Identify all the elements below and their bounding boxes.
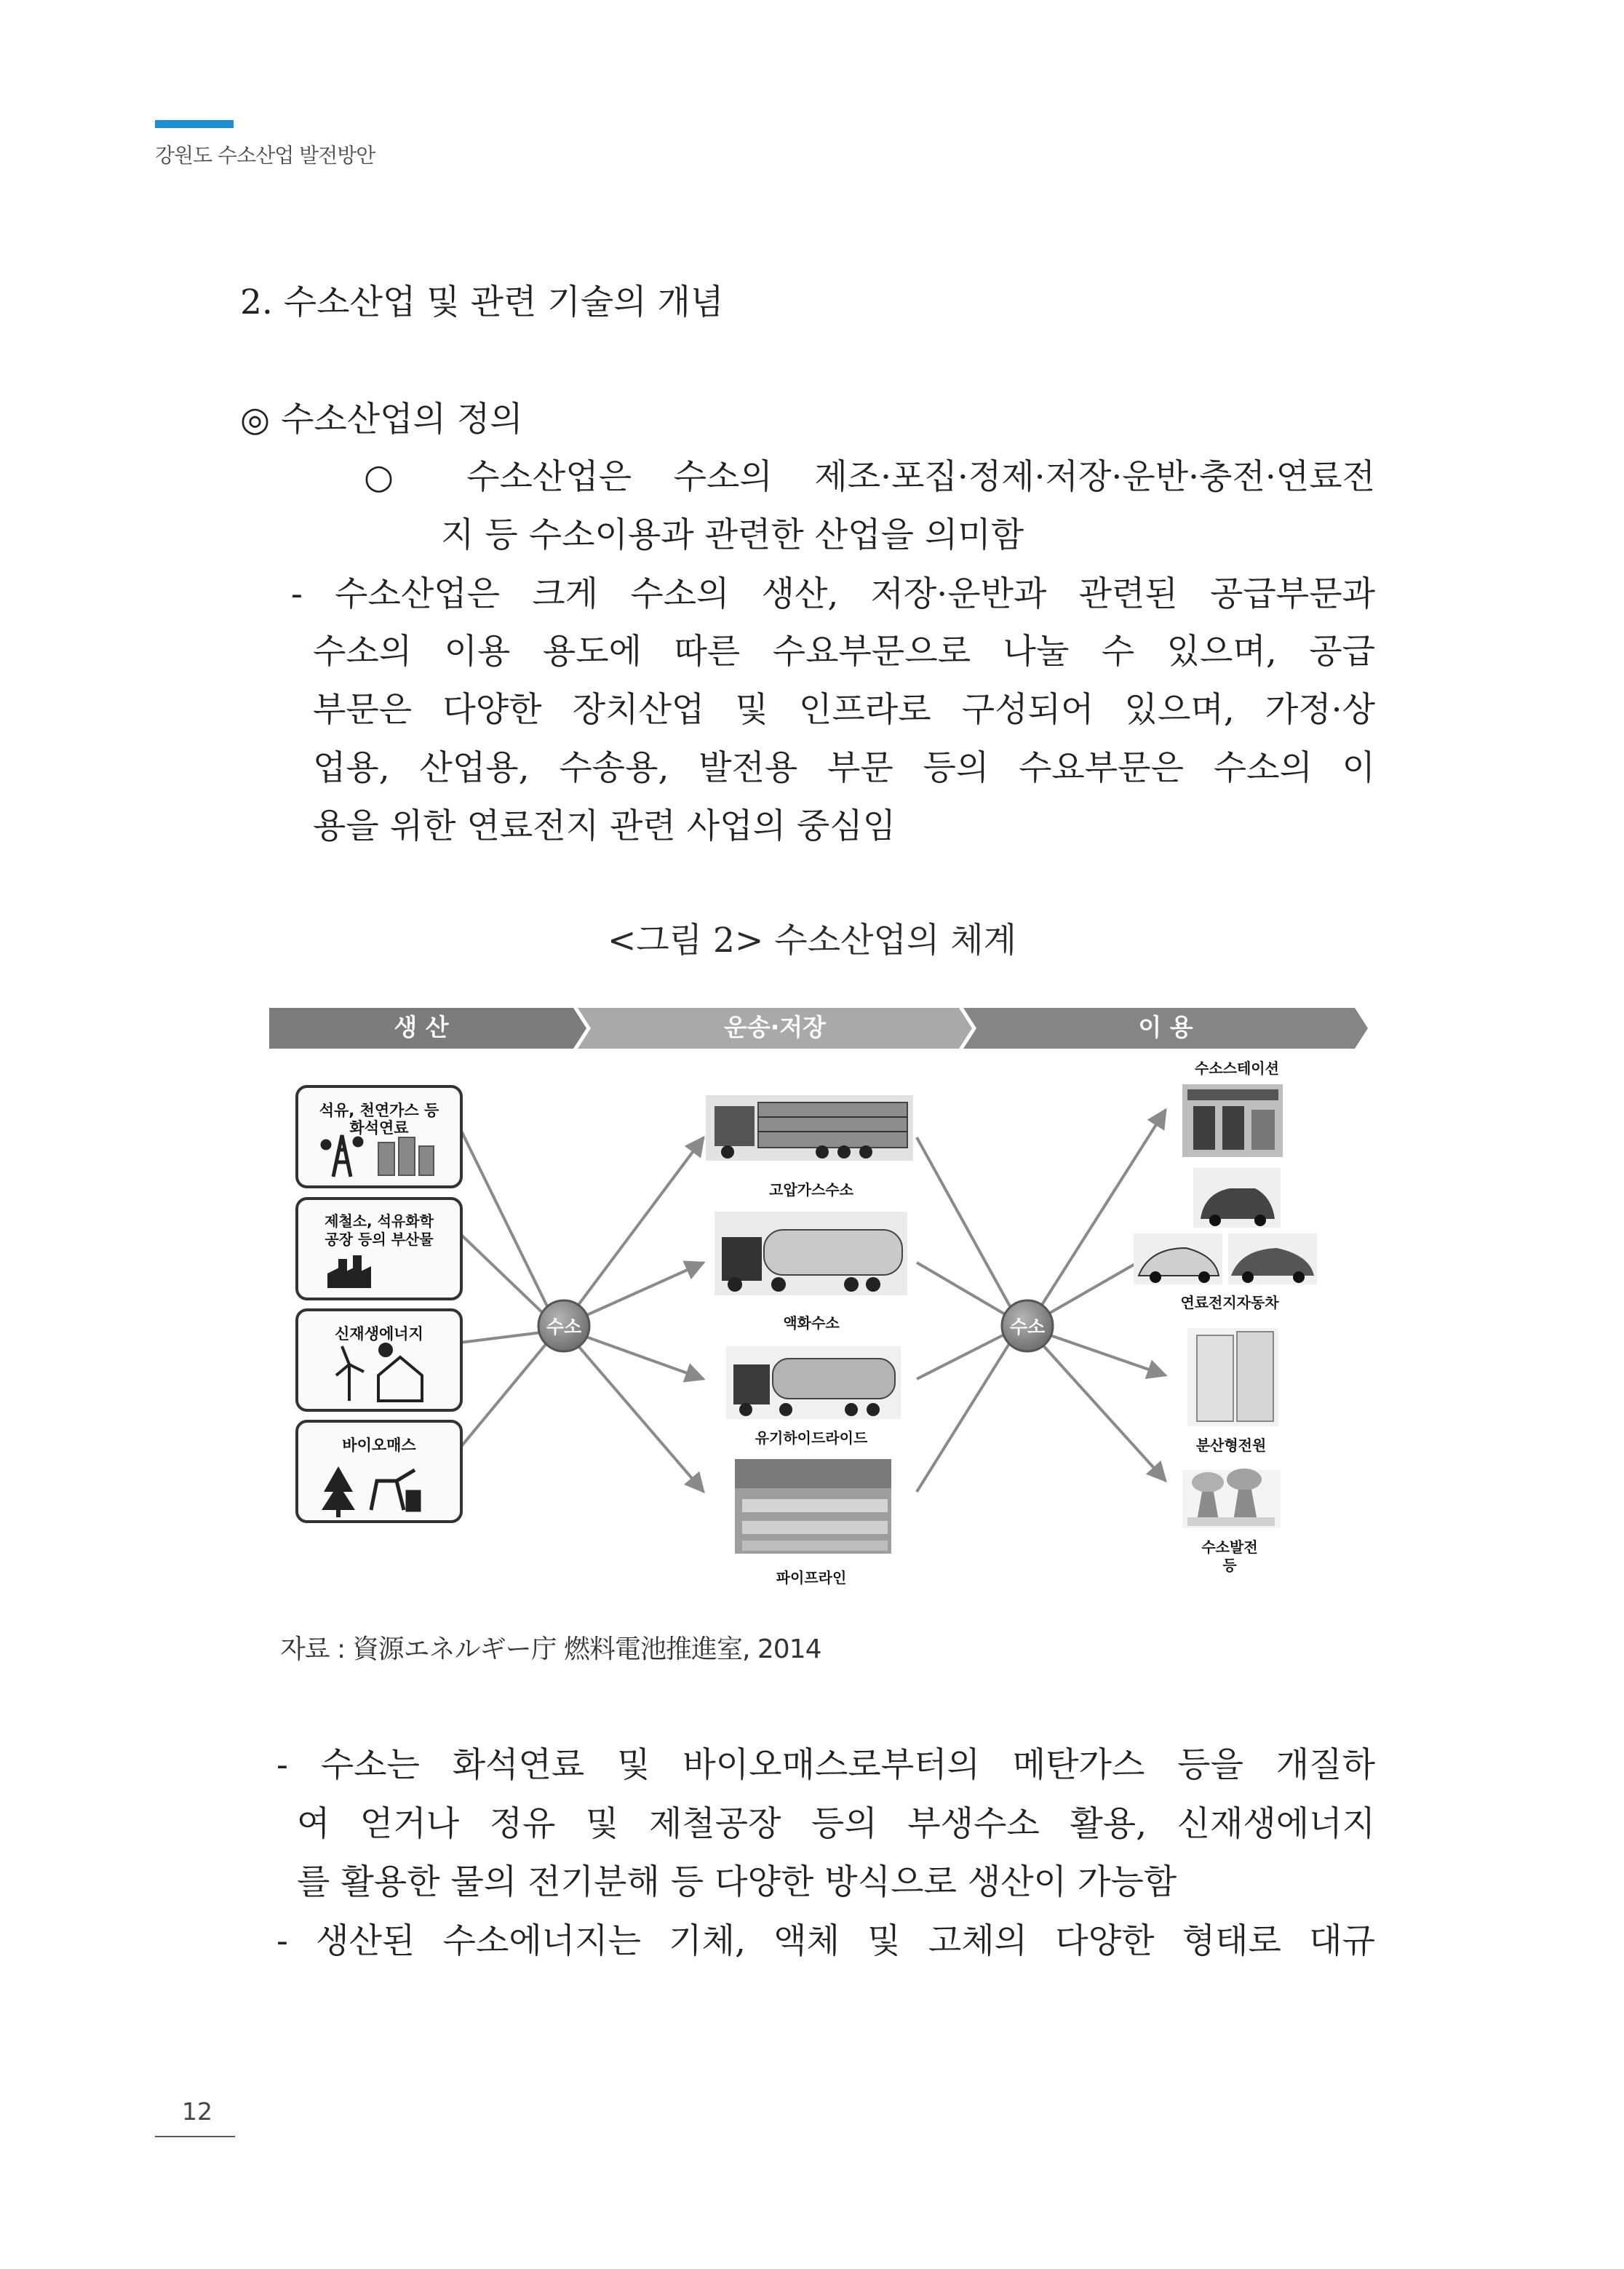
hydrogen-hub-left	[538, 1300, 589, 1351]
paragraph2-line-2: 여 얻거나 정유 및 제철공장 등의 부생수소 활용, 신재생에너지	[297, 1804, 1375, 1844]
source-box-fossil	[297, 1086, 461, 1187]
section-title: 2. 수소산업 및 관련 기술의 개념	[240, 282, 724, 322]
transport-label-compressed: 고압가스수소	[769, 1181, 853, 1199]
dash-paragraph-line-3: 부문은 다양한 장치산업 및 인프라로 구성되어 있으며, 가정·상	[313, 690, 1375, 730]
stage-label-use: 이 용	[1138, 1013, 1193, 1041]
transport-label-pipeline: 파이프라인	[776, 1569, 847, 1586]
dash-paragraph-line-2: 수소의 이용 용도에 따른 수요부문으로 나눌 수 있으며, 공급	[313, 632, 1375, 672]
arrow	[460, 1128, 547, 1306]
arrow	[578, 1137, 704, 1305]
source-label-fossil: 석유, 천연가스 등 화석연료	[319, 1102, 439, 1137]
arrow	[917, 1263, 1010, 1317]
paragraph2-line-4: - 생산된 수소에너지는 기체, 액체 및 고체의 다양한 형태로 대규	[276, 1921, 1375, 1961]
definition-bullet-line-2: 지 등 수소이용과 관련한 산업을 의미함	[441, 515, 1024, 555]
paragraph2-line-3: 를 활용한 물의 전기분해 등 다양한 방식으로 생산이 가능함	[297, 1862, 1177, 1902]
source-box-byproduct	[297, 1199, 461, 1299]
source-box-renewable	[297, 1310, 461, 1410]
dash-paragraph-line-4: 업용, 산업용, 수송용, 발전용 부문 등의 수요부문은 수소의 이	[313, 748, 1375, 788]
use-label-distributed-power: 분산형전원	[1195, 1436, 1267, 1454]
chemical-tanker-image	[726, 1346, 901, 1419]
figure-source: 자료 : 資源エネルギー庁 燃料電池推進室, 2014	[280, 1634, 821, 1664]
arrow	[1042, 1344, 1166, 1481]
running-header: 강원도 수소산업 발전방안	[155, 143, 375, 167]
definition-heading: ◎ 수소산업의 정의	[240, 400, 523, 440]
pipeline-image	[735, 1459, 891, 1554]
source-label-biomass: 바이오매스	[342, 1436, 416, 1454]
source-box-biomass	[297, 1421, 461, 1522]
use-label-fcev: 연료전지자동차	[1180, 1294, 1279, 1311]
figure-caption: <그림 2> 수소산업의 체계	[607, 921, 1017, 961]
transport-label-liquid: 액화수소	[783, 1314, 840, 1332]
fuel-cell-car-image	[1134, 1168, 1317, 1284]
svg-text:등: 등	[1222, 1557, 1237, 1574]
arrow	[917, 1343, 1010, 1492]
arrow	[582, 1263, 704, 1317]
page-number: 12	[182, 2097, 212, 2126]
header-accent-bar	[155, 120, 234, 128]
hydrogen-industry-diagram	[269, 1008, 1368, 1612]
arrow	[460, 1343, 547, 1448]
use-label-station: 수소스테이션	[1195, 1060, 1279, 1077]
source-label-byproduct: 제철소, 석유화학	[325, 1212, 434, 1230]
liquid-tanker-image	[715, 1212, 907, 1295]
hydrogen-hub-right	[1002, 1300, 1053, 1351]
hub-label-left: 수소	[546, 1316, 582, 1338]
dash-paragraph-line-5: 용을 위한 연료전지 관련 사업의 중심임	[313, 806, 896, 846]
stage-label-production: 생 산	[394, 1013, 449, 1041]
arrow	[917, 1137, 1010, 1306]
tube-trailer-image	[706, 1095, 913, 1161]
power-plant-image	[1182, 1469, 1281, 1528]
arrow	[460, 1332, 547, 1343]
arrow	[460, 1233, 547, 1317]
arrow	[917, 1332, 1010, 1379]
svg-text:공장 등의 부산물: 공장 등의 부산물	[325, 1231, 434, 1248]
distributed-power-image	[1187, 1328, 1278, 1426]
hub-label-right: 수소	[1009, 1316, 1046, 1338]
definition-bullet-line-1: ○ 수소산업은 수소의 제조·포집·정제·저장·운반·충전·연료전	[364, 457, 1375, 497]
use-label-power-generation: 수소발전	[1201, 1538, 1258, 1556]
footer-rule	[155, 2136, 235, 2137]
hydrogen-station-image	[1182, 1084, 1283, 1157]
transport-label-organic-hydride: 유기하이드라이드	[755, 1429, 868, 1447]
source-label-renewable: 신재생에너지	[335, 1325, 423, 1343]
dash-paragraph-line-1: - 수소산업은 크게 수소의 생산, 저장·운반과 관련된 공급부문과	[291, 574, 1375, 614]
stage-label-transport: 운송·저장	[723, 1013, 827, 1041]
paragraph2-line-1: - 수소는 화석연료 및 바이오매스로부터의 메탄가스 등을 개질하	[276, 1745, 1375, 1785]
arrow	[578, 1346, 704, 1492]
stage-header	[269, 1008, 1368, 1049]
